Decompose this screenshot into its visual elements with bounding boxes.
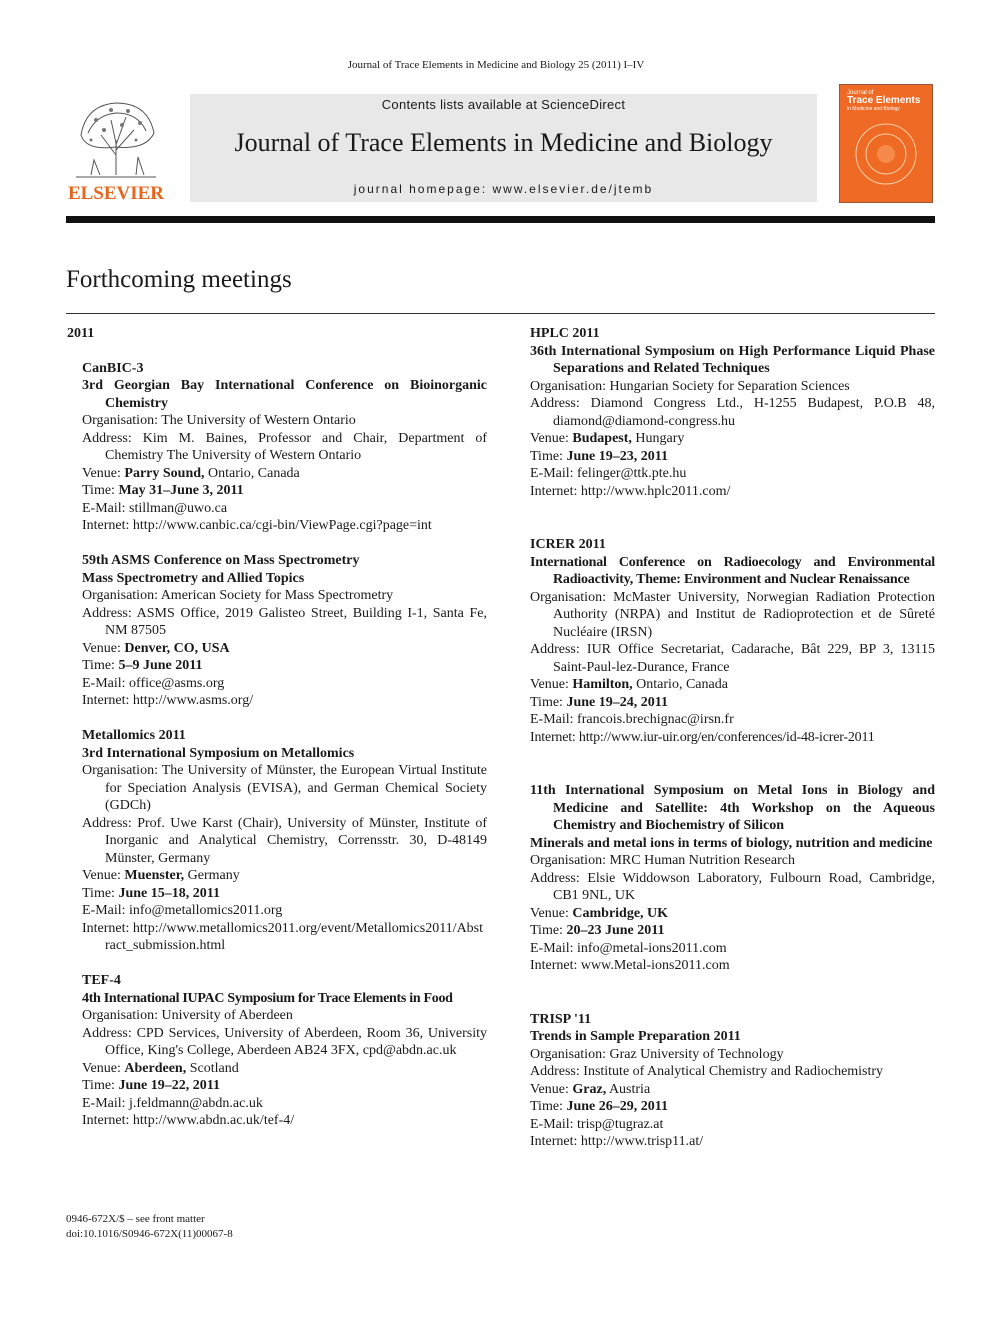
internet: Internet: http://www.asms.org/: [82, 693, 254, 708]
meeting-subtitle: International Conference on Radioecology and Environmental Radioactivity, Theme: Environment and Nuclear Renaissance: [530, 554, 935, 587]
time: Time: June 19–24, 2011: [530, 694, 668, 710]
address: Address: Diamond Congress Ltd., H-1255 Budapest, P.O.B 48, diamond@diamond-congress.hu: [530, 396, 935, 429]
meeting-subtitle: 4th International IUPAC Symposium for Trace Elements in Food: [82, 990, 453, 1006]
email: E-Mail: francois.brechignac@irsn.fr: [530, 712, 734, 727]
meeting-entry: [67, 552, 487, 710]
venue: Venue: Graz, Austria: [530, 1081, 651, 1097]
header-rule: [66, 216, 935, 223]
address: Address: ASMS Office, 2019 Galisteo Street, Building I-1, Santa Fe, NM 87505: [82, 605, 487, 638]
email-link[interactable]: stillman@uwo.ca: [129, 500, 228, 516]
meeting-subtitle: 3rd Georgian Bay International Conference on Bioinorganic Chemistry: [82, 378, 487, 411]
journal-cover-image: [839, 84, 933, 203]
organisation: Organisation: MRC Human Nutrition Research: [530, 853, 795, 868]
meeting-subtitle: 36th International Symposium on High Performance Liquid Phase Separations and Related Techniques: [530, 343, 935, 376]
organisation: Organisation: Graz University of Technology: [530, 1046, 784, 1062]
footer: [66, 1212, 233, 1242]
contents-lists-line: Contents lists available at ScienceDirect: [381, 97, 626, 112]
internet: Internet: http://www.iur-uir.org/en/conferences/id-48-icrer-2011: [530, 729, 875, 745]
email-link[interactable]: info@metal-ions2011.com: [577, 940, 727, 956]
venue: Venue: Denver, CO, USA: [82, 640, 230, 656]
meeting-entry: [67, 972, 487, 1130]
meeting-entry: [67, 360, 487, 535]
meeting-entry: [530, 782, 935, 975]
venue: Venue: Cambridge, UK: [530, 905, 669, 921]
email-link[interactable]: j.feldmann@abdn.ac.uk: [129, 1095, 263, 1111]
meeting-acronym: Metallomics 2011: [82, 728, 186, 743]
internet-link[interactable]: http://www.canbic.ca/cgi-bin/ViewPage.cgi?page=int: [132, 518, 432, 533]
email: E-Mail: info@metal-ions2011.com: [530, 940, 727, 956]
meeting-entry: [530, 1011, 935, 1151]
organisation: Organisation: The University of Münster, the European Virtual Institute for Speciation Analysis (EVISA), and German Chemical Society (GDCh): [82, 763, 487, 813]
internet: Internet: http://www.hplc2011.com/: [530, 483, 731, 499]
front-matter-line: 0946-672X/$ – see front matter: [66, 1213, 205, 1225]
running-head: Journal of Trace Elements in Medicine and Biology 25 (2011) I–IV: [347, 59, 645, 71]
organisation: Organisation: University of Aberdeen: [82, 1008, 293, 1023]
internet-link[interactable]: http://www.hplc2011.com/: [580, 483, 731, 499]
publisher-name: ELSEVIER: [67, 183, 165, 203]
address: Address: Kim M. Baines, Professor and Chair, Department of Chemistry The University of Western Ontario: [82, 430, 487, 463]
doi-line[interactable]: doi:10.1016/S0946-672X(11)00067-8: [66, 1228, 233, 1240]
meeting-acronym: 59th ASMS Conference on Mass Spectrometry: [82, 553, 360, 568]
venue: Venue: Parry Sound, Ontario, Canada: [82, 465, 300, 481]
cover-line-1: Journal of: [847, 90, 874, 96]
meeting-subtitle: Mass Spectrometry and Allied Topics: [82, 570, 305, 586]
left-column: [67, 325, 487, 1147]
email-link[interactable]: info@metallomics2011.org: [129, 903, 283, 918]
email: E-Mail: trisp@tugraz.at: [530, 1116, 664, 1132]
venue: Venue: Aberdeen, Scotland: [82, 1060, 239, 1076]
internet-link[interactable]: http://www.iur-uir.org/en/conferences/id-48-icrer-2011: [578, 729, 875, 745]
meeting-acronym: TRISP '11: [530, 1011, 592, 1027]
time: Time: May 31–June 3, 2011: [82, 483, 244, 498]
elsevier-logo: [66, 95, 166, 203]
journal-homepage[interactable]: journal homepage: www.elsevier.de/jtemb: [353, 182, 654, 196]
address: Address: Institute of Analytical Chemistry and Radiochemistry: [530, 1064, 884, 1079]
organisation: Organisation: McMaster University, Norwegian Radiation Protection Authority (NRPA) and Institut de Radioprotection et de Sûreté Nucléaire (IRSN): [530, 589, 935, 640]
internet: Internet: http://www.metallomics2011.org/event/Metallomics2011/Abstract_submission.html: [82, 920, 484, 953]
section-title: Forthcoming meetings: [66, 266, 292, 293]
internet: Internet: http://www.canbic.ca/cgi-bin/ViewPage.cgi?page=int: [82, 518, 432, 533]
organisation: Organisation: Hungarian Society for Separation Sciences: [530, 378, 850, 394]
internet: Internet: http://www.trisp11.at/: [530, 1134, 704, 1149]
time: Time: 5–9 June 2011: [82, 658, 203, 673]
email-link[interactable]: office@asms.org: [129, 675, 225, 691]
year-heading: 2011: [67, 326, 95, 341]
address: Address: CPD Services, University of Aberdeen, Room 36, University Office, King's College, Aberdeen AB24 3FX, cpd@abdn.ac.uk: [82, 1025, 487, 1058]
email: E-Mail: felinger@ttk.pte.hu: [530, 466, 687, 481]
meeting-acronym: ICRER 2011: [530, 537, 606, 552]
internet: Internet: www.Metal-ions2011.com: [530, 958, 730, 973]
meeting-subtitle-2: Minerals and metal ions in terms of biology, nutrition and medicine: [530, 835, 933, 851]
meeting-acronym: CanBIC-3: [82, 360, 144, 376]
meeting-subtitle: 3rd International Symposium on Metallomics: [82, 745, 355, 761]
venue: Venue: Hamilton, Ontario, Canada: [530, 677, 728, 692]
meeting-subtitle: 11th International Symposium on Metal Ions in Biology and Medicine and Satellite: 4th Workshop on the Aqueous Chemistry and Biochemistry of Silicon: [530, 783, 935, 833]
time: Time: June 19–22, 2011: [82, 1078, 220, 1093]
organisation: Organisation: American Society for Mass Spectrometry: [82, 588, 394, 603]
email: E-Mail: info@metallomics2011.org: [82, 903, 283, 918]
address: Address: Prof. Uwe Karst (Chair), University of Münster, Institute of Inorganic and Analytical Chemistry, Corrensstr. 30, D-48149 Münster, Germany: [82, 815, 487, 866]
meeting-acronym: TEF-4: [82, 973, 121, 988]
time: Time: June 15–18, 2011: [82, 885, 220, 901]
meeting-acronym: HPLC 2011: [530, 326, 600, 341]
section-rule: [66, 313, 935, 314]
address: Address: IUR Office Secretariat, Cadarache, Bât 229, BP 3, 13115 Saint-Paul-lez-Durance, France: [530, 642, 935, 675]
internet-link[interactable]: http://www.metallomics2011.org/event/Metallomics2011/Abstract_submission.html: [105, 920, 484, 953]
meeting-entry: [530, 536, 935, 746]
journal-title: Journal of Trace Elements in Medicine and Biology: [234, 128, 773, 157]
email: E-Mail: j.feldmann@abdn.ac.uk: [82, 1095, 263, 1111]
time: Time: 20–23 June 2011: [530, 923, 665, 938]
email-link[interactable]: trisp@tugraz.at: [577, 1116, 664, 1132]
email: E-Mail: office@asms.org: [82, 675, 225, 691]
internet-link[interactable]: www.Metal-ions2011.com: [580, 958, 730, 973]
meeting-entry: [530, 325, 935, 500]
cover-line-2: Trace Elements: [847, 95, 921, 106]
internet: Internet: http://www.abdn.ac.uk/tef-4/: [82, 1113, 295, 1128]
time: Time: June 26–29, 2011: [530, 1099, 668, 1114]
internet-link[interactable]: http://www.abdn.ac.uk/tef-4/: [132, 1113, 295, 1128]
email: E-Mail: stillman@uwo.ca: [82, 500, 228, 516]
organisation: Organisation: The University of Western Ontario: [82, 413, 356, 428]
right-column: [530, 325, 935, 1168]
meeting-subtitle: Trends in Sample Preparation 2011: [530, 1029, 741, 1044]
meeting-entry: [67, 727, 487, 955]
time: Time: June 19–23, 2011: [530, 448, 668, 464]
email-link[interactable]: francois.brechignac@irsn.fr: [577, 712, 734, 727]
address: Address: Elsie Widdowson Laboratory, Fulbourn Road, Cambridge, CB1 9NL, UK: [530, 870, 935, 903]
internet-link[interactable]: http://www.asms.org/: [132, 693, 254, 708]
venue: Venue: Muenster, Germany: [82, 868, 240, 883]
venue: Venue: Budapest, Hungary: [530, 431, 685, 446]
email-link[interactable]: felinger@ttk.pte.hu: [577, 466, 687, 481]
internet-link[interactable]: http://www.trisp11.at/: [580, 1134, 704, 1149]
cover-line-3: in Medicine and Biology: [847, 106, 900, 112]
